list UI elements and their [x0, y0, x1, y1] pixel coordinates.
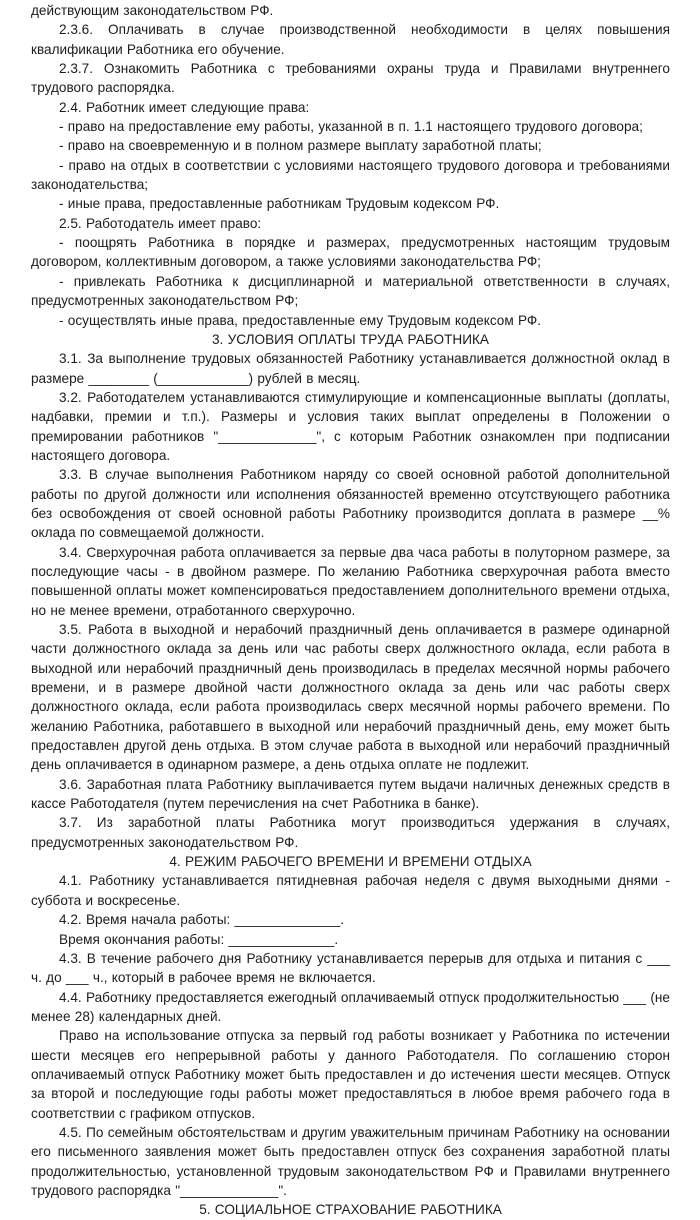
paragraph-2-5: 2.5. Работодатель имеет право:: [59, 215, 262, 231]
section-heading-3: 3. УСЛОВИЯ ОПЛАТЫ ТРУДА РАБОТНИКА: [211, 331, 489, 347]
list-item-employee-right-3: - право на отдых в соответствии с условиями настоящего трудового договора и требованиями законодательства;: [31, 157, 670, 193]
paragraph-4-5: 4.5. По семейным обстоятельствам и другим уважительным причинам Работнику на основании его письменного заявления может быть предоставлен отпуск без сохранения заработной платы продолжительностью, установленной трудовым законодательством РФ и Правилами внутреннего трудового распорядка "_____________".: [31, 1124, 670, 1198]
paragraph-continuation: действующим законодательством РФ.: [31, 3, 274, 18]
list-item-employer-right-3: - осуществлять иные права, предоставленные ему Трудовым кодексом РФ.: [59, 312, 542, 328]
paragraph-2-3-6: 2.3.6. Оплачивать в случае производственной необходимости в целях повышения квалификации Работника его обучение.: [31, 22, 670, 57]
section-heading-4: 4. РЕЖИМ РАБОЧЕГО ВРЕМЕНИ И ВРЕМЕНИ ОТДЫХА: [169, 854, 532, 870]
paragraph-2-4: 2.4. Работник имеет следующие права:: [59, 99, 310, 115]
paragraph-3-5: 3.5. Работа в выходной и нерабочий праздничный день оплачивается в размере одинарной части должностного оклада за день или час работы сверх должностного оклада, если работа в выходной или нерабочий праздничный день производилась в пределах месячной нормы рабочего времени, и в размере двойной части должностного оклада за день или час работы сверх должностного оклада, если работа производилась сверх месячной нормы рабочего времени. По желанию Работника, работавшего в выходной или нерабочий праздничный день, ему может быть предоставлен другой день отдыха. В этом случае работа в выходной или нерабочий праздничный день оплачивается в одинарном размере, а день отдыха оплате не подлежит.: [31, 622, 670, 773]
paragraph-4-3: 4.3. В течение рабочего дня Работнику устанавливается перерыв для отдыха и питания с ___ ч. до ___ ч., который в рабочее время не включается.: [31, 950, 670, 986]
paragraph-4-2-start-time: 4.2. Время начала работы: ______________.: [59, 912, 345, 928]
list-item-employer-right-2: - привлекать Работника к дисциплинарной и материальной ответственности в случаях, предусмотренных законодательством РФ;: [31, 273, 670, 309]
paragraph-4-4-vacation-note: Право на использование отпуска за первый год работы возникает у Работника по истечении шести месяцев его непрерывной работы у данного Работодателя. По соглашению сторон оплачиваемый отпуск Работнику может быть предоставлен и до истечения шести месяцев. Отпуск за второй и последующие годы работы может предоставляться в любое время рабочего года в соответствии с графиком отпусков.: [31, 1028, 670, 1121]
paragraph-4-2-end-time: Время окончания работы: ______________.: [59, 931, 339, 947]
list-item-employer-right-1: - поощрять Работника в порядке и размерах, предусмотренных настоящим трудовым договором, коллективным договором, а также условиями законодательства РФ;: [31, 235, 670, 270]
paragraph-4-1: 4.1. Работнику устанавливается пятидневная рабочая неделя с двумя выходными днями - суббота и воскресенье.: [31, 873, 670, 908]
paragraph-3-6: 3.6. Заработная плата Работнику выплачивается путем выдачи наличных денежных средств в кассе Работодателя (путем перечисления на счет Работника в банке).: [31, 776, 670, 812]
list-item-employee-right-2: - право на своевременную и в полном размере выплату заработной платы;: [59, 138, 542, 154]
list-item-employee-right-4: - иные права, предоставленные работникам Трудовым кодексом РФ.: [59, 196, 500, 212]
paragraph-3-1: 3.1. За выполнение трудовых обязанностей Работнику устанавливается должностной оклад в размере ________ (____________) рублей в месяц.: [31, 351, 670, 386]
paragraph-3-7: 3.7. Из заработной платы Работника могут производиться удержания в случаях, предусмотренных законодательством РФ.: [31, 815, 670, 850]
paragraph-3-4: 3.4. Сверхурочная работа оплачивается за первые два часа работы в полуторном размере, за последующие часы - в двойном размере. По желанию Работника сверхурочная работа вместо повышенной оплаты может компенсироваться предоставлением дополнительного времени отдыха, но не менее времени, отработанного сверхурочно.: [31, 544, 670, 618]
paragraph-3-3: 3.3. В случае выполнения Работником наряду со своей основной работой дополнительной работы по другой должности или исполнения обязанностей временно отсутствующего работника без освобождения от своей основной работы Работнику производится доплата в размере __% оклада по совмещаемой должности.: [31, 467, 670, 541]
paragraph-4-4: 4.4. Работнику предоставляется ежегодный оплачиваемый отпуск продолжительностью ___ (не менее 28) календарных дней.: [31, 989, 670, 1024]
section-heading-5: 5. СОЦИАЛЬНОЕ СТРАХОВАНИЕ РАБОТНИКА: [199, 1202, 502, 1218]
paragraph-3-2: 3.2. Работодателем устанавливаются стимулирующие и компенсационные выплаты (доплаты, надбавки, премии и т.п.). Размеры и условия таких выплат определены в Положении о премировании работников "_____________", с которым Работник ознакомлен при подписании настоящего договора.: [31, 389, 670, 463]
paragraph-2-3-7: 2.3.7. Ознакомить Работника с требованиями охраны труда и Правилами внутреннего трудового распорядка.: [31, 61, 670, 96]
list-item-employee-right-1: - право на предоставление ему работы, указанной в п. 1.1 настоящего трудового договора;: [59, 119, 643, 135]
